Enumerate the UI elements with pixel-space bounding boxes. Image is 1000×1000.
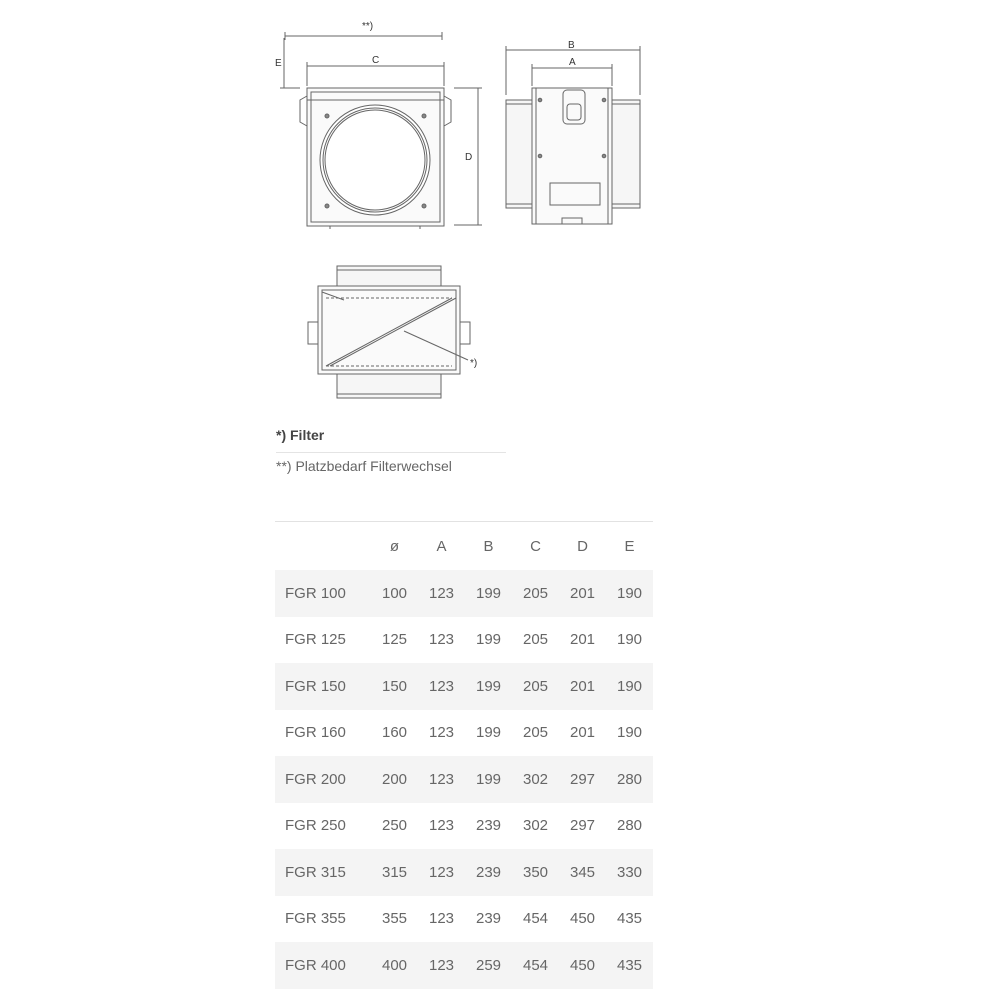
cell-b: 259: [465, 942, 512, 989]
cell-model: FGR 150: [275, 663, 371, 710]
cell-a: 123: [418, 663, 465, 710]
cell-d: 450: [569, 910, 596, 928]
cell-c: 454: [512, 942, 559, 989]
technical-drawing: [0, 0, 1000, 410]
cell-diameter: 250: [381, 817, 408, 835]
table-row: [275, 896, 653, 943]
cell-diameter: 150: [371, 663, 418, 710]
cell-e: 330: [606, 849, 653, 896]
table-row: [275, 663, 653, 710]
cell-model: FGR 160: [285, 724, 346, 742]
cell-a: 123: [428, 817, 455, 835]
side-a-label: A: [569, 57, 576, 68]
cell-d: 450: [559, 942, 606, 989]
cell-e: 280: [606, 756, 653, 803]
cell-a: 123: [428, 631, 455, 649]
cell-model: FGR 250: [285, 817, 346, 835]
side-view: [506, 46, 640, 224]
cell-c: 454: [522, 910, 549, 928]
table-row: [275, 617, 653, 664]
cell-e: 190: [616, 631, 643, 649]
side-b-label: B: [568, 40, 575, 51]
top-filter-label: *): [470, 358, 478, 369]
cell-d: 297: [559, 756, 606, 803]
cell-c: 302: [522, 817, 549, 835]
cell-a: 123: [418, 756, 465, 803]
cell-diameter: 125: [381, 631, 408, 649]
dimensions-table: [275, 521, 653, 989]
cell-c: 205: [522, 724, 549, 742]
front-view: [280, 32, 482, 229]
cell-e: 280: [616, 817, 643, 835]
cell-b: 199: [465, 663, 512, 710]
cell-diameter: 355: [381, 910, 408, 928]
cell-model: FGR 355: [285, 910, 346, 928]
cell-d: 201: [569, 631, 596, 649]
cell-d: 201: [559, 570, 606, 617]
cell-diameter: 200: [371, 756, 418, 803]
cell-b: 199: [475, 631, 502, 649]
cell-a: 123: [418, 570, 465, 617]
cell-b: 199: [475, 724, 502, 742]
table-row: [275, 803, 653, 850]
header-a: A: [418, 522, 465, 571]
cell-a: 123: [418, 849, 465, 896]
cell-model: FGR 100: [275, 570, 371, 617]
header-diameter: ø: [371, 522, 418, 571]
cell-model: FGR 315: [275, 849, 371, 896]
cell-b: 239: [475, 910, 502, 928]
cell-c: 350: [512, 849, 559, 896]
cell-diameter: 160: [381, 724, 408, 742]
cell-d: 345: [559, 849, 606, 896]
table-row: [275, 710, 653, 757]
cell-b: 239: [465, 849, 512, 896]
header-model: [275, 522, 371, 571]
cell-diameter: 315: [371, 849, 418, 896]
cell-e: 190: [606, 663, 653, 710]
legend-divider: [276, 452, 506, 453]
cell-c: 205: [512, 570, 559, 617]
front-c-label: C: [372, 55, 380, 66]
table-row: [275, 849, 653, 896]
legend-space-requirement: **) Platzbedarf Filterwechsel: [276, 458, 452, 474]
table-row: [275, 570, 653, 617]
cell-d: 297: [569, 817, 596, 835]
cell-e: 435: [616, 910, 643, 928]
cell-a: 123: [428, 724, 455, 742]
cell-diameter: 100: [371, 570, 418, 617]
header-e: E: [606, 522, 653, 571]
cell-model: FGR 125: [285, 631, 346, 649]
cell-model: FGR 200: [275, 756, 371, 803]
cell-c: 205: [522, 631, 549, 649]
table-row: [275, 756, 653, 803]
header-b: B: [465, 522, 512, 571]
table-row: [275, 942, 653, 989]
cell-e: 435: [606, 942, 653, 989]
cell-b: 239: [475, 817, 502, 835]
cell-d: 201: [559, 663, 606, 710]
cell-model: FGR 400: [275, 942, 371, 989]
cell-b: 199: [465, 756, 512, 803]
front-space-label: **): [362, 21, 374, 32]
cell-diameter: 400: [371, 942, 418, 989]
top-view: [308, 266, 470, 398]
front-e-label: E: [275, 58, 282, 69]
cell-c: 205: [512, 663, 559, 710]
cell-a: 123: [418, 942, 465, 989]
front-d-label: D: [465, 152, 473, 163]
cell-a: 123: [428, 910, 455, 928]
header-c: C: [512, 522, 559, 571]
cell-b: 199: [465, 570, 512, 617]
header-d: D: [559, 522, 606, 571]
cell-e: 190: [616, 724, 643, 742]
cell-e: 190: [606, 570, 653, 617]
table-header-row: [275, 522, 653, 571]
cell-d: 201: [569, 724, 596, 742]
cell-c: 302: [512, 756, 559, 803]
legend-filter: *) Filter: [276, 427, 325, 443]
